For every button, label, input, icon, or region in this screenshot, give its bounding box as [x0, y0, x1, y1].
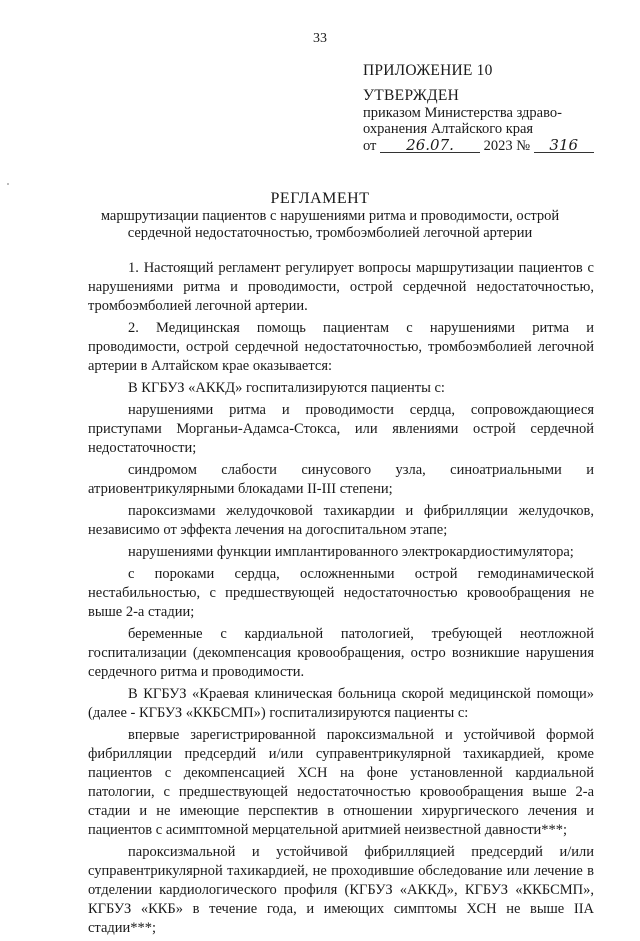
list-item: нарушениями функции имплантированного электрокардиостимулятора; — [128, 544, 574, 560]
document-subtitle: маршрутизации пациентов с нарушениями ритма и проводимости, острой сердечной недостаточностью, тромбоэмболией легочной артерии — [100, 208, 560, 241]
page-number: 33 — [313, 31, 327, 46]
order-line-2: охранения Алтайского края — [363, 121, 534, 137]
paragraph: 2. Медицинская помощь пациентам с нарушениями ритма и проводимости, острой сердечной недостаточностью, тромбоэмболией легочной артерии в Алтайском крае оказывается: — [88, 320, 594, 374]
appendix-label: ПРИЛОЖЕНИЕ 10 — [363, 62, 493, 79]
number-sign: № — [516, 137, 531, 154]
order-date-line — [363, 135, 594, 155]
list-item: с пороками сердца, осложненными острой гемодинамической нестабильностью, с предшествующей недостаточностью кровообращения не выше 2-а стадии; — [88, 566, 594, 620]
list-item: синдромом слабости синусового узла, синоатриальными и атриовентрикулярными блокадами II-III степени; — [88, 462, 594, 497]
list-item: пароксизмальной и устойчивой фибрилляцией предсердий и/или суправентрикулярной тахикардией, не проходившие обследование или лечение в отделении кардиологического профиля (КГБУЗ «АККД», КГБУЗ «ККБСМП», КГБУЗ «ККБ» в течение года, и имеющих симптомы ХСН не выше IIА стадии***; — [88, 844, 594, 936]
handwritten-number: 316 — [534, 138, 594, 153]
list-item: нарушениями ритма и проводимости сердца, сопровождающиеся приступами Морганьи-Адамса-Стокса, или явлениями острой сердечной недостаточности; — [88, 402, 594, 456]
list-item: впервые зарегистрированной пароксизмальной и устойчивой формой фибрилляции предсердий и/или суправентрикулярной тахикардией, кроме пациентов с декомпенсацией ХСН на фоне установленной кардиальной патологии, с предшествующей недостаточностью кровообращения выше 2-а стадии и не имеющие перспектив в отношении хирургического лечения и пациентов с асимптомной мерцательной аритмией неизвестной давности***; — [88, 727, 594, 838]
order-year: 2023 — [483, 137, 513, 154]
paragraph: В КГБУЗ «Краевая клиническая больница скорой медицинской помощи» (далее - КГБУЗ «ККБСМП») госпитализируются пациенты с: — [88, 686, 594, 721]
document-body — [88, 259, 594, 941]
list-item: беременные с кардиальной патологией, требующей неотложной госпитализации (декомпенсация кровообращения, остро возникшие нарушения сердечного ритма и проводимости. — [88, 626, 594, 680]
paragraph: 1. Настоящий регламент регулирует вопросы маршрутизации пациентов с нарушениями ритма и проводимости, острой сердечной недостаточностью, тромбоэмболией легочной артерии. — [88, 260, 594, 314]
document-title: РЕГЛАМЕНТ — [270, 190, 370, 207]
list-item: пароксизмами желудочковой тахикардии и фибрилляции желудочков, независимо от эффекта лечения на догоспитальном этапе; — [88, 503, 594, 538]
approval-block — [363, 88, 594, 154]
handwritten-date: 26.07. — [380, 138, 480, 153]
date-prefix: от — [363, 137, 377, 154]
scan-speck — [7, 183, 9, 185]
paragraph: В КГБУЗ «АККД» госпитализируются пациенты с: — [128, 380, 445, 396]
approved-label: УТВЕРЖДЕН — [363, 87, 460, 104]
order-line-1: приказом Министерства здраво- — [363, 104, 562, 121]
